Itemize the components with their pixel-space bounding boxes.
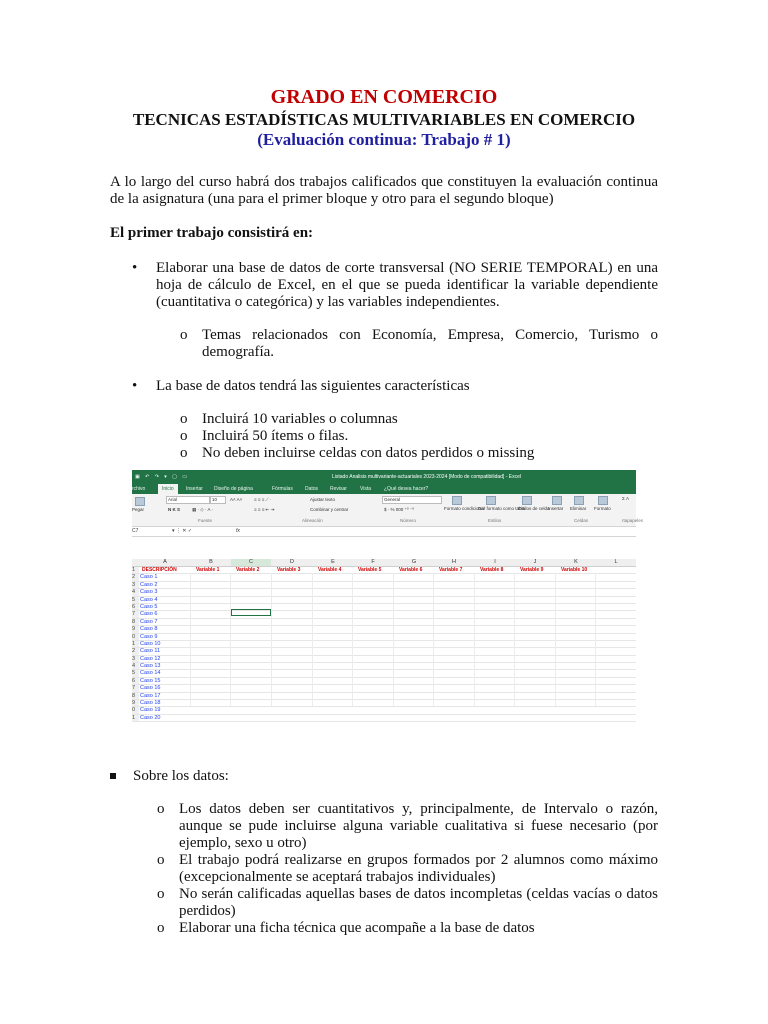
bullet-1-sub-text: Temas relacionados con Economía, Empresa, Comercio, Turismo o demografía. bbox=[202, 327, 658, 360]
case-cell[interactable]: Caso 5 bbox=[140, 603, 158, 610]
row-number[interactable]: 2 bbox=[132, 648, 139, 654]
case-cell[interactable]: Caso 13 bbox=[140, 663, 161, 670]
bullet-2-sub-1 bbox=[110, 411, 658, 428]
row-number[interactable]: 5 bbox=[132, 670, 139, 676]
case-cell[interactable]: Caso 9 bbox=[140, 633, 158, 640]
bullet-3-sub-3 bbox=[110, 886, 658, 920]
title-course: TECNICAS ESTADÍSTICAS MULTIVARIABLES EN COMERCIO bbox=[132, 110, 636, 129]
case-cell[interactable]: Caso 10 bbox=[140, 640, 161, 647]
grid-line bbox=[514, 573, 515, 706]
paste-icon[interactable] bbox=[135, 497, 145, 506]
case-cell[interactable]: Caso 17 bbox=[140, 692, 161, 699]
bullet-circle: o bbox=[157, 920, 165, 936]
formula-bar bbox=[132, 527, 636, 537]
header-cell[interactable]: Variable 7 bbox=[439, 567, 463, 573]
group-cells: Celdas bbox=[574, 518, 589, 523]
grid-line bbox=[595, 573, 596, 706]
row-number[interactable]: 2 bbox=[132, 574, 139, 580]
row-number[interactable]: 8 bbox=[132, 693, 139, 699]
insert-cells-icon[interactable] bbox=[552, 496, 562, 505]
bullet-circle: o bbox=[180, 327, 188, 343]
table-row bbox=[132, 574, 636, 581]
insert-cells-label[interactable]: Insertar bbox=[548, 506, 564, 511]
header-cell[interactable]: DESCRIPCIÓN bbox=[142, 567, 177, 573]
grid-line bbox=[271, 573, 272, 706]
bold-italic-underline[interactable]: N K S bbox=[168, 507, 181, 512]
bullet-1 bbox=[110, 260, 658, 311]
font-grow-icon[interactable]: A˄ A˅ bbox=[230, 497, 243, 502]
table-row bbox=[132, 648, 636, 655]
currency-percent-icons[interactable]: $ · % 000 ⁺⁰ ⁻⁰ bbox=[384, 507, 415, 512]
excel-ribbon bbox=[132, 494, 644, 527]
tab-vista[interactable]: Vista bbox=[360, 486, 372, 492]
bullet-3-sub-text: El trabajo podrá realizarse en grupos formados por 2 alumnos como máximo (excepcionalmente se aceptará trabajos individuales) bbox=[179, 852, 658, 885]
font-name: Arial bbox=[168, 497, 178, 502]
table-row bbox=[132, 663, 636, 670]
row-number[interactable]: 6 bbox=[132, 678, 139, 684]
bullet-dot: • bbox=[132, 378, 138, 394]
group-clipboard: rtapapeles bbox=[622, 518, 644, 523]
case-cell[interactable]: Caso 16 bbox=[140, 685, 161, 692]
bullet-3-sub-2 bbox=[110, 852, 658, 886]
column-header[interactable]: K bbox=[574, 559, 578, 565]
format-as-table-label[interactable]: Dar formato como tabla bbox=[478, 506, 526, 511]
case-cell[interactable]: Caso 12 bbox=[140, 655, 161, 662]
excel-screenshot bbox=[132, 470, 644, 721]
bullet-dot: • bbox=[132, 260, 138, 276]
column-header[interactable]: B bbox=[209, 559, 213, 565]
table-row bbox=[132, 611, 636, 618]
case-cell[interactable]: Caso 3 bbox=[140, 589, 158, 596]
header-cell[interactable]: Variable 6 bbox=[399, 567, 423, 573]
case-cell[interactable]: Caso 14 bbox=[140, 670, 161, 677]
group-font: Fuente bbox=[198, 518, 213, 523]
tab-datos[interactable]: Datos bbox=[305, 486, 319, 492]
tab-formulas[interactable]: Fórmulas bbox=[272, 486, 293, 492]
intro-paragraph: A lo largo del curso habrá dos trabajos calificados que constituyen la evaluación continua de la asignatura (una para el primer bloque y otro para el segundo bloque) bbox=[110, 174, 658, 207]
row-number[interactable]: 4 bbox=[132, 663, 139, 669]
bullet-circle: o bbox=[180, 411, 188, 427]
tell-me-search[interactable]: ¿Qué desea hacer? bbox=[384, 486, 429, 492]
column-headers bbox=[132, 559, 636, 567]
name-box-dropdown-icon[interactable]: ▾ ⋮ ✕ ✓ bbox=[172, 528, 193, 534]
group-alignment: Alineación bbox=[302, 518, 323, 523]
group-styles: Estilos bbox=[488, 518, 502, 523]
row-number[interactable]: 3 bbox=[132, 582, 139, 588]
column-header[interactable]: C bbox=[231, 559, 271, 566]
group-number: Número bbox=[400, 518, 417, 523]
row-number[interactable]: 0 bbox=[132, 707, 139, 713]
column-header[interactable]: E bbox=[331, 559, 335, 565]
column-header[interactable]: H bbox=[452, 559, 456, 565]
row-number[interactable]: 1 bbox=[132, 715, 139, 721]
tab-archivo[interactable]: rchivo bbox=[132, 486, 146, 492]
table-row bbox=[132, 678, 636, 685]
bullet-2 bbox=[110, 378, 658, 395]
wrap-text-button[interactable]: Ajustar texto bbox=[310, 497, 336, 502]
table-row bbox=[132, 707, 636, 714]
table-row bbox=[132, 597, 636, 604]
case-cell[interactable]: Caso 6 bbox=[140, 611, 158, 618]
bullet-3 bbox=[110, 768, 658, 785]
bullet-circle: o bbox=[180, 428, 188, 444]
header-cell[interactable]: Variable 10 bbox=[561, 567, 588, 573]
spreadsheet-grid[interactable] bbox=[132, 559, 636, 722]
fx-icon[interactable]: fx bbox=[236, 528, 240, 534]
selected-cell[interactable] bbox=[231, 609, 271, 616]
column-header[interactable]: G bbox=[411, 559, 417, 565]
bullet-square bbox=[110, 773, 116, 779]
excel-ribbon-tabs bbox=[132, 484, 636, 494]
bullet-3-sub-text: Los datos deben ser cuantitativos y, principalmente, de Intervalo o razón, aunque se pude incluirse alguna variable cualitativa si fuese necesario (por ejemplo, sexo u otro) bbox=[179, 801, 658, 851]
row-number[interactable]: 6 bbox=[132, 604, 139, 610]
row-number[interactable]: 4 bbox=[132, 589, 139, 595]
row-number[interactable]: 9 bbox=[132, 700, 139, 706]
header-cell[interactable]: Variable 3 bbox=[277, 567, 301, 573]
table-row bbox=[132, 582, 636, 589]
table-row bbox=[132, 685, 636, 692]
case-cell[interactable]: Caso 4 bbox=[140, 596, 158, 603]
case-cell[interactable]: Caso 1 bbox=[140, 574, 158, 581]
bullet-circle: o bbox=[157, 852, 165, 868]
table-row bbox=[132, 604, 636, 611]
header-cell[interactable]: Variable 1 bbox=[196, 567, 220, 573]
title-assignment: (Evaluación continua: Trabajo # 1) bbox=[257, 130, 511, 149]
title-degree: GRADO EN COMERCIO bbox=[270, 86, 498, 108]
table-row bbox=[132, 715, 636, 722]
case-cell[interactable]: Caso 18 bbox=[140, 700, 161, 707]
number-format-value: General bbox=[384, 497, 401, 502]
header-cell[interactable]: Variable 8 bbox=[480, 567, 504, 573]
bullet-circle: o bbox=[157, 886, 165, 902]
case-cell[interactable]: Caso 15 bbox=[140, 677, 161, 684]
row-number[interactable]: 9 bbox=[132, 626, 139, 632]
borders-icon[interactable]: ▦ · ◇ · A · bbox=[192, 507, 213, 512]
column-header[interactable]: D bbox=[290, 559, 294, 565]
grid-line bbox=[555, 573, 556, 706]
delete-cells-label[interactable]: Eliminar bbox=[570, 506, 587, 511]
bullet-3-text: Sobre los datos: bbox=[133, 768, 229, 784]
column-header[interactable]: I bbox=[494, 559, 496, 565]
format-cells-icon[interactable] bbox=[598, 496, 608, 505]
row-number[interactable]: 5 bbox=[132, 597, 139, 603]
tab-inicio[interactable]: Inicio bbox=[158, 484, 178, 494]
row-number[interactable]: 7 bbox=[132, 685, 139, 691]
cell-styles-icon[interactable] bbox=[522, 496, 532, 505]
case-cell[interactable]: Caso 8 bbox=[140, 626, 158, 633]
case-cell[interactable]: Caso 19 bbox=[140, 707, 161, 714]
bullet-circle: o bbox=[157, 801, 165, 817]
table-row bbox=[132, 567, 636, 574]
bullet-2-sub-text: Incluirá 10 variables o columnas bbox=[202, 411, 398, 427]
conditional-format-label[interactable]: Formato condicional bbox=[444, 506, 485, 511]
bullet-circle: o bbox=[180, 445, 188, 461]
header-cell[interactable]: Variable 5 bbox=[358, 567, 382, 573]
delete-cells-icon[interactable] bbox=[574, 496, 584, 505]
table-row bbox=[132, 634, 636, 641]
row-number[interactable]: 3 bbox=[132, 656, 139, 662]
bullet-2-text: La base de datos tendrá las siguientes características bbox=[156, 378, 470, 394]
bullet-1-sub-1 bbox=[110, 327, 658, 361]
bullet-3-sub-text: No serán calificadas aquellas bases de datos incompletas (celdas vacías o datos perdidos) bbox=[179, 886, 658, 919]
row-number[interactable]: 1 bbox=[132, 641, 139, 647]
bullet-3-sub-4 bbox=[110, 920, 658, 937]
align-left-icons[interactable]: ≡ ≡ ≡ ⇤ ⇥ bbox=[254, 507, 275, 512]
table-row bbox=[132, 670, 636, 677]
excel-window-title: Listado Analisis multivariante-actuariales 2023-2024 [Modo de compatibilidad] - Excel bbox=[332, 474, 521, 480]
case-cell[interactable]: Caso 7 bbox=[140, 618, 158, 625]
column-header[interactable]: F bbox=[371, 559, 375, 565]
bullet-3-sub-text: Elaborar una ficha técnica que acompañe a la base de datos bbox=[179, 920, 535, 936]
table-row bbox=[132, 656, 636, 663]
cell-styles-label[interactable]: Estilos de celda bbox=[518, 506, 550, 511]
bullet-2-sub-text: No deben incluirse celdas con datos perdidos o missing bbox=[202, 445, 535, 461]
grid-line bbox=[352, 573, 353, 706]
font-size: 10 bbox=[212, 497, 218, 502]
bullet-1-text: Elaborar una base de datos de corte transversal (NO SERIE TEMPORAL) en una hoja de cálculo de Excel, en el que se pueda identificar la variable dependiente (cuantitativa o categórica) y las variables independientes. bbox=[156, 260, 658, 310]
header-cell[interactable]: Variable 2 bbox=[236, 567, 260, 573]
merge-center-button[interactable]: Combinar y centrar bbox=[310, 507, 349, 512]
tab-revisar[interactable]: Revisar bbox=[330, 486, 347, 492]
table-row bbox=[132, 626, 636, 633]
bullet-2-sub-3 bbox=[110, 445, 658, 462]
row-number[interactable]: 0 bbox=[132, 634, 139, 640]
row-number[interactable]: 1 bbox=[132, 567, 139, 573]
case-cell[interactable]: Caso 2 bbox=[140, 581, 158, 588]
format-cells-label[interactable]: Formato bbox=[594, 506, 611, 511]
column-header[interactable]: L bbox=[614, 559, 618, 565]
header-cell[interactable]: Variable 9 bbox=[520, 567, 544, 573]
name-box[interactable]: C7 bbox=[132, 528, 139, 534]
case-cell[interactable]: Caso 11 bbox=[140, 648, 161, 655]
column-header[interactable]: J bbox=[533, 559, 537, 565]
grid-line bbox=[190, 573, 191, 706]
format-as-table-icon[interactable] bbox=[486, 496, 496, 505]
autosum-icon[interactable]: Σ A bbox=[622, 496, 630, 501]
grid-line bbox=[393, 573, 394, 706]
section-heading: El primer trabajo consistirá en: bbox=[110, 225, 314, 241]
row-number[interactable]: 7 bbox=[132, 611, 139, 617]
excel-title-bar bbox=[132, 470, 636, 484]
table-row bbox=[132, 693, 636, 700]
quick-access-icons: ▣ ↶ ↷ ▾ ▢ ▭ bbox=[135, 474, 190, 480]
row-number[interactable]: 8 bbox=[132, 619, 139, 625]
grid-line bbox=[474, 573, 475, 706]
column-header[interactable]: A bbox=[163, 559, 167, 565]
bullet-2-sub-2 bbox=[110, 428, 658, 445]
grid-line bbox=[230, 573, 231, 706]
table-row bbox=[132, 641, 636, 648]
bullet-2-sub-text: Incluirá 50 ítems o filas. bbox=[202, 428, 349, 444]
table-row bbox=[132, 700, 636, 707]
tab-insertar[interactable]: Insertar bbox=[186, 486, 203, 492]
table-row bbox=[132, 619, 636, 626]
bullet-3-sub-1 bbox=[110, 801, 658, 852]
tab-diseno[interactable]: Diseño de página bbox=[214, 486, 253, 492]
align-top-icons[interactable]: ≡ ≡ ≡ ⟋ · bbox=[254, 497, 272, 502]
grid-line bbox=[433, 573, 434, 706]
conditional-format-icon[interactable] bbox=[452, 496, 462, 505]
header-cell[interactable]: Variable 4 bbox=[318, 567, 342, 573]
grid-line bbox=[312, 573, 313, 706]
paste-label[interactable]: Pegar bbox=[132, 507, 145, 512]
table-row bbox=[132, 589, 636, 596]
case-cell[interactable]: Caso 20 bbox=[140, 714, 161, 721]
